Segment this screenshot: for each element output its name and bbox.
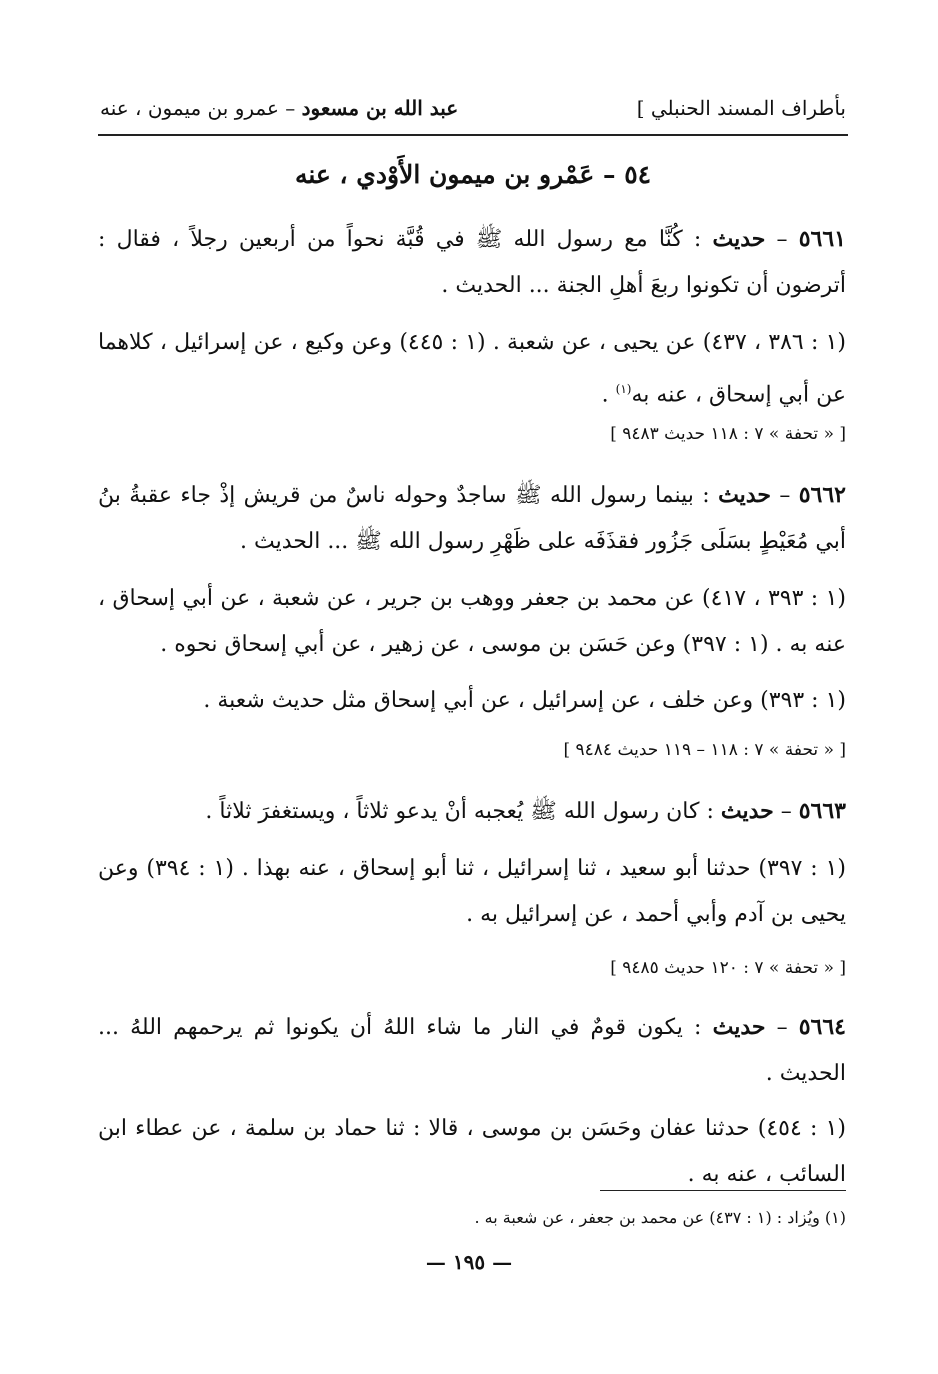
isnad-5664: (١ : ٤٥٤) حدثنا عفان وحَسَن بن موسى ، قالا : ثنا حماد بن سلمة ، عن عطاء ابن السائب ، عنه به . — [98, 1116, 846, 1187]
hadith-text: : كُنَّا مع رسول الله ﷺ في قُبَّة نحواً من أربعين رجلاً ، فقال : أترضون أن تكونوا ربعَ أهلِ الجنة ... الحديث . — [98, 227, 846, 298]
isnad-end: . — [601, 382, 616, 408]
hadith-label: حديث — [712, 1014, 766, 1040]
isnad-5662: (١ : ٣٩٣ ، ٤١٧) عن محمد بن جعفر ووهب بن جرير ، عن شعبة ، عن أبي إسحاق ، عنه به . (١ : ٣٩٧) وعن حَسَن بن موسى ، عن زهير ، عن أبي إسحاق نحوه . — [98, 586, 846, 657]
tuhfa-ref-5661: [ « تحفة » ٧ : ١١٨ حديث ٩٤٨٣ ] — [610, 424, 846, 444]
section-title — [100, 96, 458, 120]
hadith-5663: ٥٦٦٣ – حديث : كان رسول الله ﷺ يُعجبه أنْ يدعو ثلاثاً ، ويستغفرَ ثلاثاً . — [205, 798, 846, 824]
running-header — [100, 96, 846, 132]
hadith-label: حديث — [712, 226, 766, 252]
hadith-5661: ٥٦٦١ – حديث : كُنَّا مع رسول الله ﷺ في قُبَّة نحواً من أربعين رجلاً ، فقال : أترضون أن تكونوا ربعَ أهلِ الجنة ... الحديث . — [98, 226, 846, 298]
hadith-label: حديث — [718, 482, 771, 508]
isnad-text: (١ : ٣٨٦ ، ٤٣٧) عن يحيى ، عن شعبة . (١ : ٤٤٥) وعن وكيع ، عن إسرائيل ، كلاهما عن أبي إسحاق ، عنه به — [98, 330, 847, 408]
hadith-label: حديث — [720, 798, 774, 824]
hadith-text: : يكون قومٌ في النار ما شاء اللهُ أن يكونوا ثم يرحمهم اللهُ ... الحديث . — [98, 1015, 846, 1086]
book-title: بأطراف المسند الحنبلي ] — [636, 96, 846, 120]
section-sub: – عمرو بن ميمون ، عنه — [100, 96, 302, 120]
isnad-5663: (١ : ٣٩٧) حدثنا أبو سعيد ، ثنا إسرائيل ، ثنا أبو إسحاق ، عنه بهذا . (١ : ٣٩٤) وعن يحيى بن آدم وأبي أحمد ، عن إسرائيل به . — [98, 856, 846, 927]
footnote: (١) ويُزاد : (١ : ٤٣٧) عن محمد بن جعفر ، عن شعبة به . — [474, 1208, 846, 1227]
hadith-5664: ٥٦٦٤ – حديث : يكون قومٌ في النار ما شاء اللهُ أن يكونوا ثم يرحمهم اللهُ ... الحديث . — [98, 1014, 846, 1086]
isnad-5662-b: (١ : ٣٩٣) وعن خلف ، عن إسرائيل ، عن أبي إسحاق مثل حديث شعبة . — [203, 688, 846, 713]
footnote-marker: (١) — [615, 382, 632, 396]
page-number: — ١٩٥ — — [425, 1250, 513, 1274]
chapter-title: ٥٤ – عَمْرو بن ميمون الأَوْدي ، عنه — [294, 160, 652, 189]
hadith-number: ٥٦٦٤ — [798, 1014, 846, 1040]
section-name: عبد الله بن مسعود — [301, 96, 459, 120]
isnad-5661 — [98, 320, 846, 418]
tuhfa-ref-5662: [ « تحفة » ٧ : ١١٨ – ١١٩ حديث ٩٤٨٤ ] — [563, 740, 846, 760]
hadith-number: ٥٦٦٣ — [798, 798, 846, 824]
hadith-text: : كان رسول الله ﷺ يُعجبه أنْ يدعو ثلاثاً ، ويستغفرَ ثلاثاً . — [205, 799, 714, 824]
tuhfa-ref-5663: [ « تحفة » ٧ : ١٢٠ حديث ٩٤٨٥ ] — [610, 958, 846, 978]
hadith-number: ٥٦٦٢ — [798, 482, 846, 508]
header-rule — [98, 134, 848, 136]
hadith-text: : بينما رسول الله ﷺ ساجدٌ وحوله ناسٌ من قريش إذْ جاء عقبةُ بنُ أبي مُعَيْطٍ بسَلَى جَزُور فقذَفَه على ظَهْرِ رسول الله ﷺ ... الحديث . — [98, 483, 846, 554]
footnote-rule — [600, 1190, 846, 1191]
hadith-number: ٥٦٦١ — [798, 226, 846, 252]
hadith-5662: ٥٦٦٢ – حديث : بينما رسول الله ﷺ ساجدٌ وحوله ناسٌ من قريش إذْ جاء عقبةُ بنُ أبي مُعَيْطٍ بسَلَى جَزُور فقذَفَه على ظَهْرِ رسول الله ﷺ ... الحديث . — [98, 482, 846, 554]
